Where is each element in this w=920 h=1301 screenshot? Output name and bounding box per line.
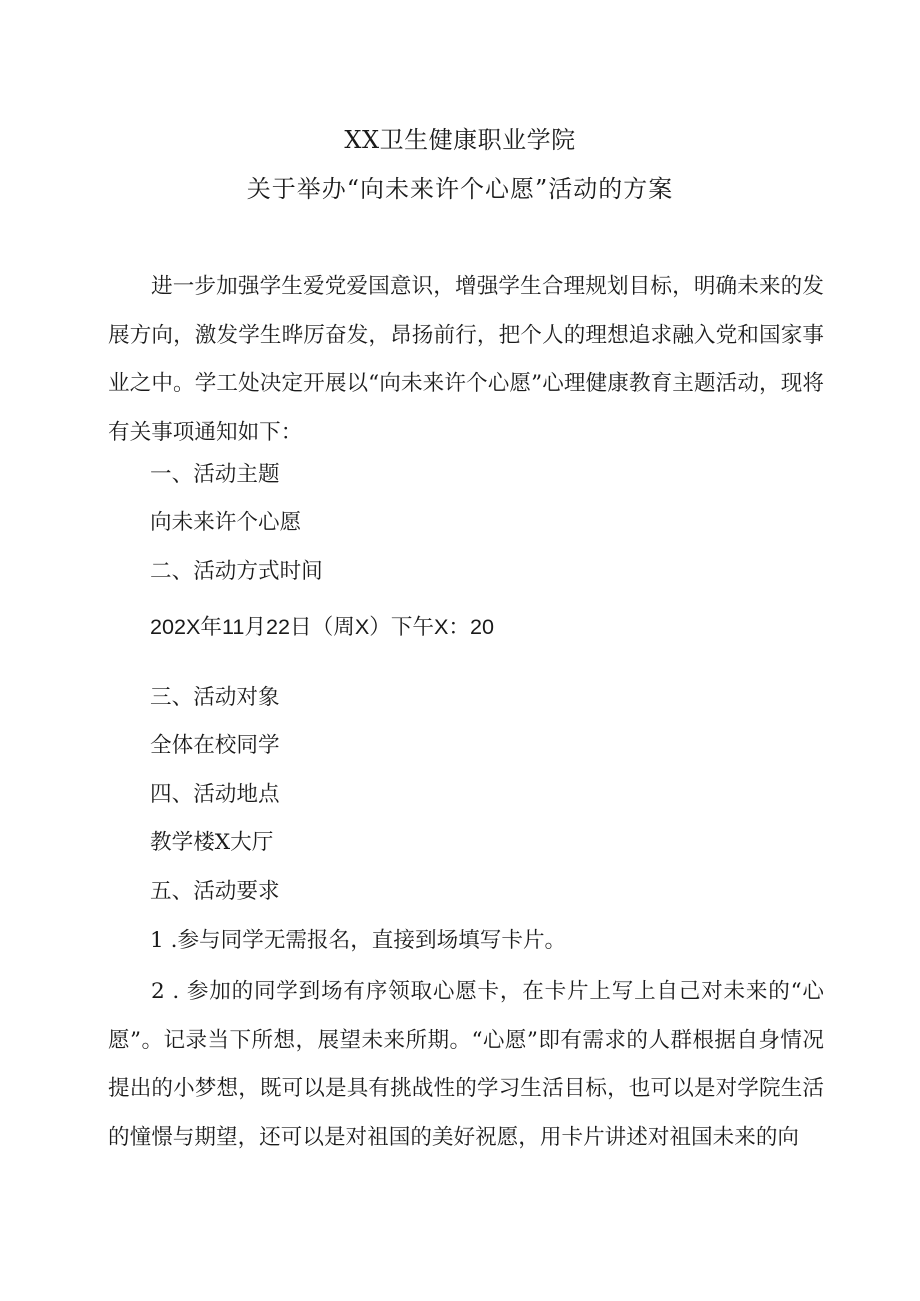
document-title-institution: XX卫生健康职业学院 — [344, 126, 576, 154]
requirement-item-1: 1 .参与同学无需报名，直接到场填写卡片。 — [150, 928, 567, 953]
document-title-subject: 关于举办“向未来许个心愿”活动的方案 — [246, 175, 674, 203]
intro-paragraph: 进一步加强学生爱党爱国意识，增强学生合理规划目标，明确未来的发展方向，激发学生晔厉奋发，昂扬前行，把个人的理想追求融入党和国家事业之中。学工处决定开展以“向未来许个心愿”心理健康教育主题活动，现将有关事项通知如下： — [108, 274, 824, 445]
section-heading-requirements: 五、活动要求 — [150, 879, 280, 904]
requirement-item-2: 2 . 参加的同学到场有序领取心愿卡，在卡片上写上自己对未来的“心愿”。记录当下所想，展望未来所期。“心愿”即有需求的人群根据自身情况提出的小梦想，既可以是具有挑战性的学习生活目标，也可以是对学院生活的憧憬与期望，还可以是对祖国的美好祝愿，用卡片讲述对祖国未来的向 — [108, 979, 824, 1150]
section-content-location: 教学楼X大厅 — [150, 830, 274, 855]
section-heading-location: 四、活动地点 — [150, 782, 280, 807]
section-content-theme: 向未来许个心愿 — [150, 510, 302, 535]
section-heading-theme: 一、活动主题 — [150, 462, 280, 487]
section-heading-time: 二、活动方式时间 — [150, 559, 323, 584]
section-heading-audience: 三、活动对象 — [150, 685, 280, 710]
section-content-audience: 全体在校同学 — [150, 733, 280, 758]
section-content-time: 202X年11月22日（周X）下午X：20 — [150, 614, 495, 639]
